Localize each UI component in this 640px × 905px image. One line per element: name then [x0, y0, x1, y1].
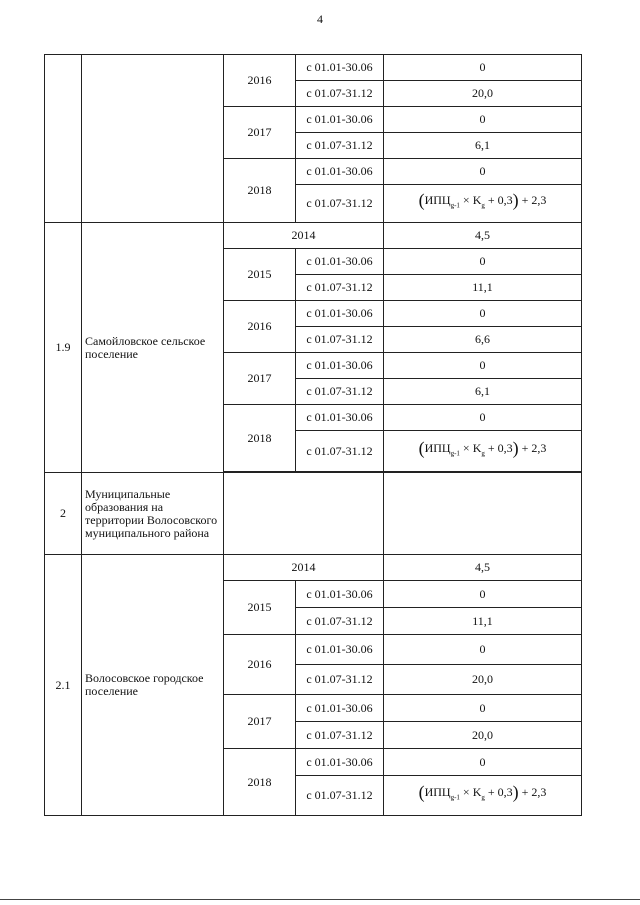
value-cell: 20,0: [384, 722, 582, 749]
period-cell: с 01.01-30.06: [296, 107, 384, 133]
value-cell: 6,6: [384, 327, 582, 353]
formula-cell: [384, 185, 582, 223]
value-cell: 0: [384, 353, 582, 379]
empty-cell: [224, 473, 384, 555]
value-cell: 0: [384, 159, 582, 185]
page-bottom-border: [0, 899, 640, 900]
value-cell: 20,0: [384, 81, 582, 107]
value-cell: 4,5: [384, 223, 582, 249]
period-cell: с 01.07-31.12: [296, 665, 384, 695]
period-cell: с 01.07-31.12: [296, 275, 384, 301]
tariff-table: [44, 54, 582, 816]
value-cell: 0: [384, 249, 582, 275]
value-cell: 11,1: [384, 275, 582, 301]
period-cell: с 01.01-30.06: [296, 405, 384, 431]
period-cell: с 01.07-31.12: [296, 431, 384, 472]
year-cell: 2016: [224, 55, 296, 107]
period-cell: с 01.07-31.12: [296, 185, 384, 223]
period-cell: с 01.01-30.06: [296, 695, 384, 722]
table-row: [45, 473, 582, 555]
period-cell: с 01.01-30.06: [296, 581, 384, 608]
value-cell: 0: [384, 301, 582, 327]
section-number-cell: [45, 55, 82, 223]
period-cell: с 01.01-30.06: [296, 635, 384, 665]
page-number: 4: [317, 12, 323, 26]
section-name-cell: [82, 55, 224, 223]
value-cell: 11,1: [384, 608, 582, 635]
tariff-formula: $(ИПЦ_{g-1} \times K_g + 0,3) + 2,3$: [418, 190, 547, 211]
period-cell: с 01.07-31.12: [296, 722, 384, 749]
year-cell: 2018: [224, 749, 296, 816]
value-cell: 0: [384, 749, 582, 776]
base-year-cell: 2014: [224, 223, 384, 249]
base-year-cell: 2014: [224, 555, 384, 581]
section-number-cell: 2.1: [45, 555, 82, 816]
value-cell: 4,5: [384, 555, 582, 581]
section-name-cell: Муниципальные образования на территории Волосовского муниципального района: [82, 473, 224, 555]
year-cell: 2018: [224, 405, 296, 472]
year-cell: 2015: [224, 249, 296, 301]
formula-cell: [384, 776, 582, 816]
table-row: [45, 55, 582, 81]
period-cell: с 01.07-31.12: [296, 608, 384, 635]
tariff-formula: $(ИПЦ_{g-1} \times K_g + 0,3) + 2,3$: [418, 437, 547, 458]
value-cell: 0: [384, 55, 582, 81]
section-name-cell: Самойловское сельское поселение: [82, 223, 224, 473]
table-row: [45, 223, 582, 249]
empty-cell: [384, 473, 582, 555]
period-cell: с 01.07-31.12: [296, 81, 384, 107]
period-cell: с 01.01-30.06: [296, 159, 384, 185]
section-number-cell: 2: [45, 473, 82, 555]
value-cell: 6,1: [384, 379, 582, 405]
year-cell: 2018: [224, 159, 296, 223]
year-cell: 2017: [224, 353, 296, 405]
value-cell: 20,0: [384, 665, 582, 695]
value-cell: 0: [384, 695, 582, 722]
period-cell: с 01.01-30.06: [296, 249, 384, 275]
period-cell: с 01.07-31.12: [296, 379, 384, 405]
value-cell: 0: [384, 581, 582, 608]
tariff-formula: $(ИПЦ_{g-1} \times K_g + 0,3) + 2,3$: [418, 782, 547, 803]
section-name-cell: Волосовское городское поселение: [82, 555, 224, 816]
period-cell: с 01.07-31.12: [296, 327, 384, 353]
table-row: [45, 555, 582, 581]
period-cell: с 01.07-31.12: [296, 133, 384, 159]
value-cell: 0: [384, 405, 582, 431]
year-cell: 2017: [224, 695, 296, 749]
year-cell: 2016: [224, 635, 296, 695]
section-number-cell: 1.9: [45, 223, 82, 473]
year-cell: 2017: [224, 107, 296, 159]
year-cell: 2016: [224, 301, 296, 353]
period-cell: с 01.07-31.12: [296, 776, 384, 816]
year-cell: 2015: [224, 581, 296, 635]
value-cell: 6,1: [384, 133, 582, 159]
period-cell: с 01.01-30.06: [296, 301, 384, 327]
value-cell: 0: [384, 635, 582, 665]
formula-cell: [384, 431, 582, 472]
period-cell: с 01.01-30.06: [296, 55, 384, 81]
value-cell: 0: [384, 107, 582, 133]
period-cell: с 01.01-30.06: [296, 749, 384, 776]
period-cell: с 01.01-30.06: [296, 353, 384, 379]
